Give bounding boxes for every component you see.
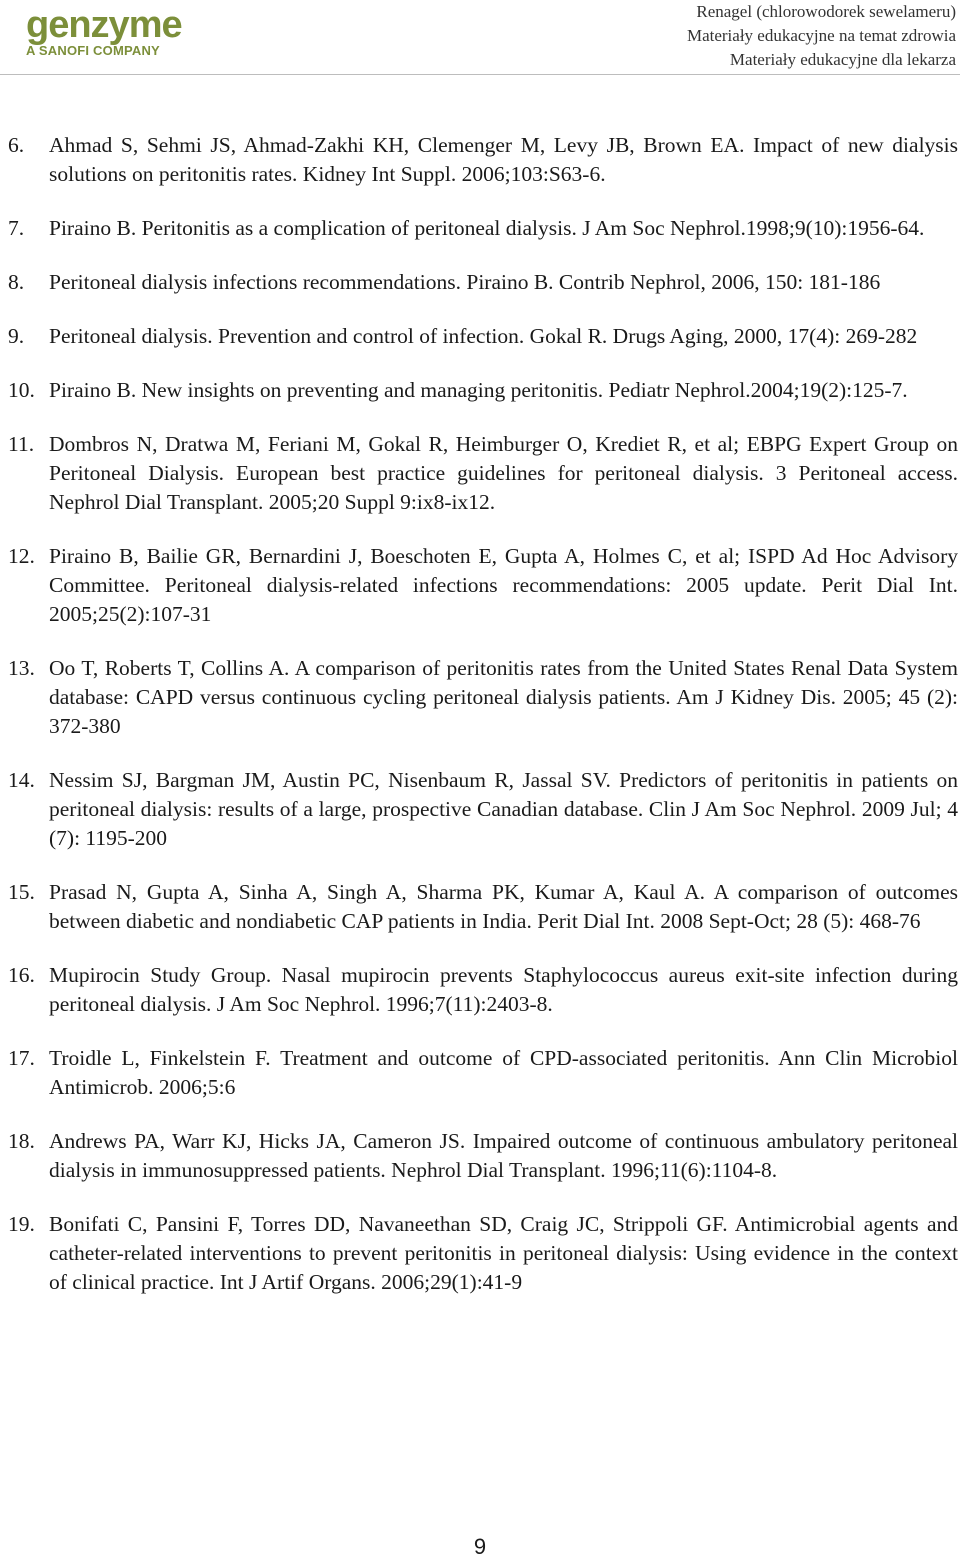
header-line-category: Materiały edukacyjne na temat zdrowia: [686, 26, 956, 45]
page-number: 9: [473, 1534, 487, 1559]
header-line-audience: Materiały edukacyjne dla lekarza: [729, 50, 956, 69]
reference-text: Piraino B, Bailie GR, Bernardini J, Boeschoten E, Gupta A, Holmes C, et al; ISPD Ad Hoc Advisory Committee. Peritoneal dialysis-related infections recommendations: 2005 update. Perit Dial Int. 2005;25(2):107-31: [49, 544, 958, 626]
reference-item: [0, 430, 960, 517]
reference-number: 16.: [8, 963, 35, 987]
reference-item: [0, 214, 960, 243]
header-line-product: Renagel (chlorowodorek sewelameru): [696, 2, 956, 21]
reference-text: Troidle L, Finkelstein F. Treatment and outcome of CPD-associated peritonitis. Ann Clin Microbiol Antimicrob. 2006;5:6: [49, 1046, 958, 1099]
reference-number: 13.: [8, 656, 35, 680]
reference-text: Prasad N, Gupta A, Sinha A, Singh A, Sharma PK, Kumar A, Kaul A. A comparison of outcomes between diabetic and nondiabetic CAP patients in India. Perit Dial Int. 2008 Sept-Oct; 28 (5): 468-76: [49, 880, 958, 933]
reference-number: 8.: [8, 270, 25, 294]
reference-item: [0, 322, 960, 351]
reference-list: [0, 131, 960, 1322]
reference-text: Piraino B. Peritonitis as a complication of peritoneal dialysis. J Am Soc Nephrol.1998;9(10):1956-64.: [49, 216, 925, 240]
logo-wordmark: genzyme: [26, 4, 182, 46]
reference-number: 14.: [8, 768, 35, 792]
logo-tagline: A SANOFI COMPANY: [26, 43, 160, 58]
reference-number: 6.: [8, 133, 25, 157]
reference-number: 7.: [8, 216, 25, 240]
reference-item: [0, 1127, 960, 1185]
reference-item: [0, 542, 960, 629]
reference-item: [0, 878, 960, 936]
reference-text: Ahmad S, Sehmi JS, Ahmad-Zakhi KH, Clemenger M, Levy JB, Brown EA. Impact of new dialysis solutions on peritonitis rates. Kidney Int Suppl. 2006;103:S63-6.: [49, 133, 958, 186]
genzyme-logo: [26, 6, 186, 60]
reference-number: 15.: [8, 880, 35, 904]
reference-item: [0, 1044, 960, 1102]
reference-text: Dombros N, Dratwa M, Feriani M, Gokal R, Heimburger O, Krediet R, et al; EBPG Expert Group on Peritoneal Dialysis. European best practice guidelines for peritoneal dialysis. 3 Peritoneal access. Nephrol Dial Transplant. 2005;20 Suppl 9:ix8-ix12.: [49, 432, 958, 514]
reference-number: 10.: [8, 378, 35, 402]
reference-text: Piraino B. New insights on preventing and managing peritonitis. Pediatr Nephrol.2004;19(2):125-7.: [49, 378, 908, 402]
reference-text: Oo T, Roberts T, Collins A. A comparison of peritonitis rates from the United States Renal Data System database: CAPD versus continuous cycling peritoneal dialysis patients. Am J Kidney Dis. 2005; 45 (2): 372-380: [49, 656, 958, 738]
reference-number: 17.: [8, 1046, 35, 1070]
reference-number: 18.: [8, 1129, 35, 1153]
reference-number: 11.: [8, 432, 35, 456]
page-header: [0, 0, 960, 75]
reference-number: 12.: [8, 544, 35, 568]
reference-item: [0, 961, 960, 1019]
reference-item: [0, 766, 960, 853]
reference-item: [0, 376, 960, 405]
reference-item: [0, 1210, 960, 1297]
reference-item: [0, 654, 960, 741]
reference-item: [0, 268, 960, 297]
reference-text: Bonifati C, Pansini F, Torres DD, Navaneethan SD, Craig JC, Strippoli GF. Antimicrobial agents and catheter-related interventions to prevent peritonitis in peritoneal dialysis: Using evidence in the context of clinical practice. Int J Artif Organs. 2006;29(1):41-9: [49, 1212, 958, 1294]
reference-text: Peritoneal dialysis infections recommendations. Piraino B. Contrib Nephrol, 2006, 150: 181-186: [49, 270, 881, 294]
header-titles: [687, 0, 956, 72]
reference-number: 19.: [8, 1212, 35, 1236]
reference-text: Nessim SJ, Bargman JM, Austin PC, Nisenbaum R, Jassal SV. Predictors of peritonitis in patients on peritoneal dialysis: results of a large, prospective Canadian database. Clin J Am Soc Nephrol. 2009 Jul; 4 (7): 1195-200: [49, 768, 958, 850]
reference-item: [0, 131, 960, 189]
reference-text: Mupirocin Study Group. Nasal mupirocin prevents Staphylococcus aureus exit-site infection during peritoneal dialysis. J Am Soc Nephrol. 1996;7(11):2403-8.: [49, 963, 958, 1016]
reference-text: Andrews PA, Warr KJ, Hicks JA, Cameron JS. Impaired outcome of continuous ambulatory peritoneal dialysis in immunosuppressed patients. Nephrol Dial Transplant. 1996;11(6):1104-8.: [49, 1129, 958, 1182]
reference-number: 9.: [8, 324, 25, 348]
reference-text: Peritoneal dialysis. Prevention and control of infection. Gokal R. Drugs Aging, 2000, 17(4): 269-282: [49, 324, 918, 348]
